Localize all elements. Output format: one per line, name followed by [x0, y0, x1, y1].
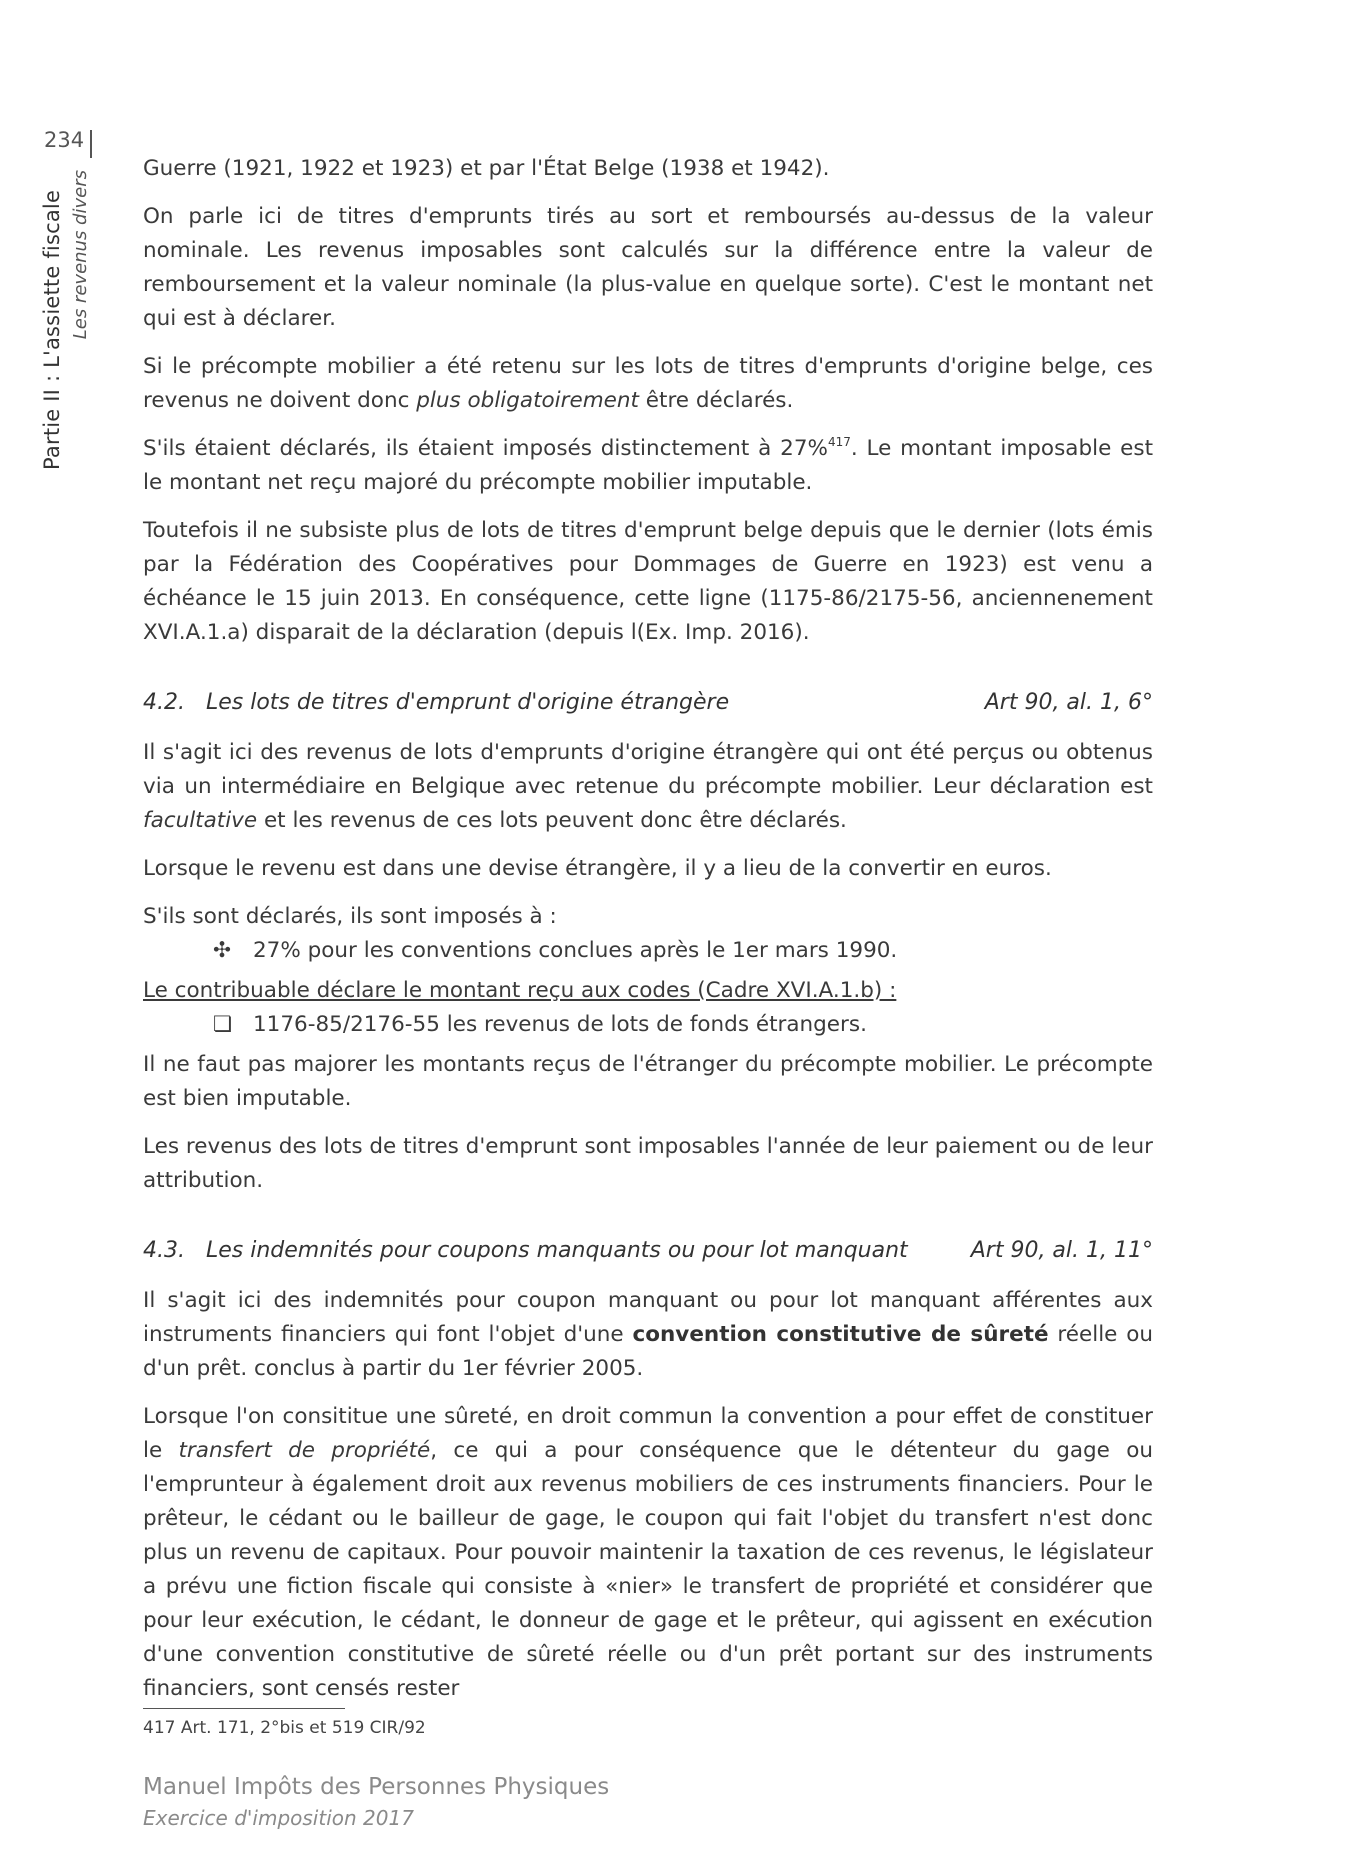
paragraph: Il s'agit ici des indemnités pour coupon manquant ou pour lot manquant afférentes aux instruments financiers qui font l'objet d'une convention constitutive de sûreté réelle ou d'un prêt. conclus à partir du 1er février 2005.: [143, 1288, 1154, 1381]
bullet-icon: ✣: [213, 938, 232, 963]
side-title: Partie II : L'assiette fiscale: [40, 189, 64, 470]
paragraph: S'ils sont déclarés, ils sont imposés à :: [143, 904, 557, 929]
page-number: 234: [44, 128, 85, 152]
paragraph: Il ne faut pas majorer les montants reçus de l'étranger du précompte mobilier. Le précompte est bien imputable.: [143, 1052, 1153, 1111]
footnote-divider: [143, 1708, 345, 1709]
underlined-label: Le contribuable déclare le montant reçu aux codes (Cadre XVI.A.1.b) :: [143, 978, 897, 1003]
paragraph: Lorsque le revenu est dans une devise étrangère, il y a lieu de la convertir en euros.: [143, 856, 1052, 881]
paragraph: Guerre (1921, 1922 et 1923) et par l'État Belge (1938 et 1942).: [143, 156, 830, 181]
footnote: 417 Art. 171, 2°bis et 519 CIR/92: [143, 1718, 426, 1738]
side-running-header: [40, 170, 91, 470]
main-content: [143, 152, 1153, 1720]
footnote-ref[interactable]: 417: [827, 435, 851, 449]
list-item: ✣ 27% pour les conventions conclues après le 1er mars 1990.: [143, 934, 1153, 968]
paragraph: Il s'agit ici des revenus de lots d'emprunts d'origine étrangère qui ont été perçus ou obtenus via un intermédiaire en Belgique avec retenue du précompte mobilier. Leur déclaration est facultative et les revenus de ces lots peuvent donc être déclarés.: [143, 740, 1153, 833]
checkbox-bullet-icon: ❏: [213, 1012, 233, 1037]
paragraph: Lorsque l'on consititue une sûreté, en droit commun la convention a pour effet de constituer le transfert de propriété, ce qui a pour conséquence que le détenteur du gage ou l'emprunteur à également droit aux revenus mobiliers de ces instruments financiers. Pour le prêteur, le cédant ou le bailleur de gage, le coupon qui fait l'objet du transfert n'est donc plus un revenu de capitaux. Pour pouvoir maintenir la taxation de ces revenus, le législateur a prévu une fiction fiscale qui consiste à «nier» le transfert de propriété et considérer que pour leur exécution, le cédant, le donneur de gage et le prêteur, qui agissent en exécution d'une convention constitutive de sûreté réelle ou d'un prêt portant sur des instruments financiers, sont censés rester: [143, 1404, 1153, 1701]
footer-subtitle: Exercice d'imposition 2017: [143, 1806, 414, 1830]
paragraph: On parle ici de titres d'emprunts tirés au sort et remboursés au-dessus de la valeur nominale. Les revenus imposables sont calculés sur la différence entre la valeur de remboursement et la valeur nominale (la plus-value en quelque sorte). C'est le montant net qui est à déclarer.: [143, 204, 1153, 331]
footer-title: Manuel Impôts des Personnes Physiques: [143, 1774, 610, 1800]
section-heading-4-3: 4.3. Les indemnités pour coupons manquants ou pour lot manquant Art 90, al. 1, 11°: [143, 1234, 1153, 1268]
article-reference: Art 90, al. 1, 6°: [984, 690, 1153, 715]
article-reference: Art 90, al. 1, 11°: [970, 1238, 1153, 1263]
page-number-divider: [90, 130, 92, 158]
paragraph: Si le précompte mobilier a été retenu sur les lots de titres d'emprunts d'origine belge, ces revenus ne doivent donc plus obligatoirement être déclarés.: [143, 354, 1153, 413]
list-item: ❏ 1176-85/2176-55 les revenus de lots de fonds étrangers.: [143, 1008, 1153, 1042]
section-heading-4-2: 4.2. Les lots de titres d'emprunt d'origine étrangère Art 90, al. 1, 6°: [143, 686, 1153, 720]
paragraph: S'ils étaient déclarés, ils étaient imposés distinctement à 27%$^{417}$. Le montant imposable est le montant net reçu majoré du précompte mobilier imputable.: [143, 435, 1153, 495]
paragraph: Les revenus des lots de titres d'emprunt sont imposables l'année de leur paiement ou de leur attribution.: [143, 1134, 1153, 1193]
side-subtitle: Les revenus divers: [70, 170, 91, 340]
paragraph: Toutefois il ne subsiste plus de lots de titres d'emprunt belge depuis que le dernier (lots émis par la Fédération des Coopératives pour Dommages de Guerre en 1923) est venu a échéance le 15 juin 2013. En conséquence, cette ligne (1175-86/2175-56, anciennenement XVI.A.1.a) disparait de la déclaration (depuis l(Ex. Imp. 2016).: [143, 518, 1153, 645]
